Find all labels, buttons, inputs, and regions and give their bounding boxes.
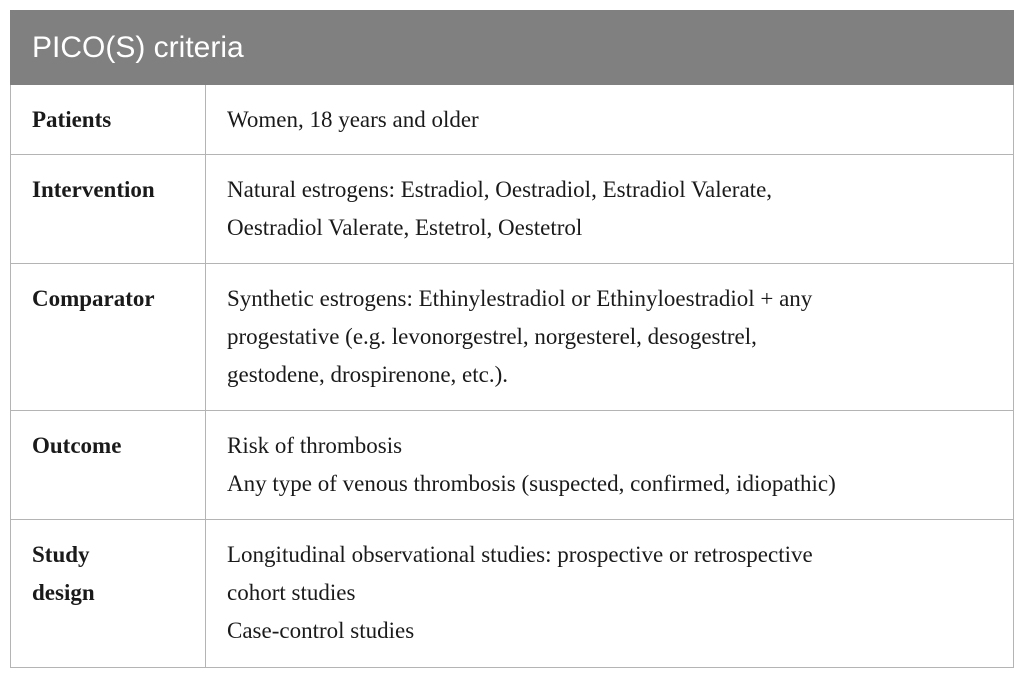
value-line: Synthetic estrogens: Ethinylestradiol or Ethinyloestradiol + any	[227, 286, 813, 311]
pico-criteria-table	[10, 10, 1014, 668]
value-line: progestative (e.g. levonorgestrel, norgesterel, desogestrel,	[227, 324, 757, 349]
table-row-comparator	[11, 264, 1014, 411]
value-line: Women, 18 years and older	[227, 107, 479, 132]
table-title: PICO(S) criteria	[11, 11, 1014, 85]
value-line: Oestradiol Valerate, Estetrol, Oestetrol	[227, 215, 583, 240]
label-line: design	[32, 580, 95, 605]
row-value-outcome	[206, 411, 1014, 520]
value-line: Risk of thrombosis	[227, 433, 403, 458]
table-header-row	[11, 11, 1014, 85]
value-line: Case-control studies	[227, 618, 415, 643]
table-row-patients	[11, 85, 1014, 155]
value-line: Natural estrogens: Estradiol, Oestradiol, Estradiol Valerate,	[227, 177, 773, 202]
value-line: Any type of venous thrombosis (suspected, confirmed, idiopathic)	[227, 471, 836, 496]
row-value-intervention	[206, 155, 1014, 264]
row-label-patients: Patients	[11, 85, 206, 155]
row-value-study-design	[206, 520, 1014, 668]
row-value-comparator	[206, 264, 1014, 411]
table-row-study-design	[11, 520, 1014, 668]
row-value-patients	[206, 85, 1014, 155]
value-line: cohort studies	[227, 580, 356, 605]
row-label-outcome: Outcome	[11, 411, 206, 520]
row-label-intervention: Intervention	[11, 155, 206, 264]
value-line: gestodene, drospirenone, etc.).	[227, 362, 509, 387]
label-line: Study	[32, 542, 90, 567]
value-line: Longitudinal observational studies: prospective or retrospective	[227, 542, 813, 567]
row-label-study-design	[11, 520, 206, 668]
row-label-comparator: Comparator	[11, 264, 206, 411]
table-row-intervention	[11, 155, 1014, 264]
table-row-outcome	[11, 411, 1014, 520]
